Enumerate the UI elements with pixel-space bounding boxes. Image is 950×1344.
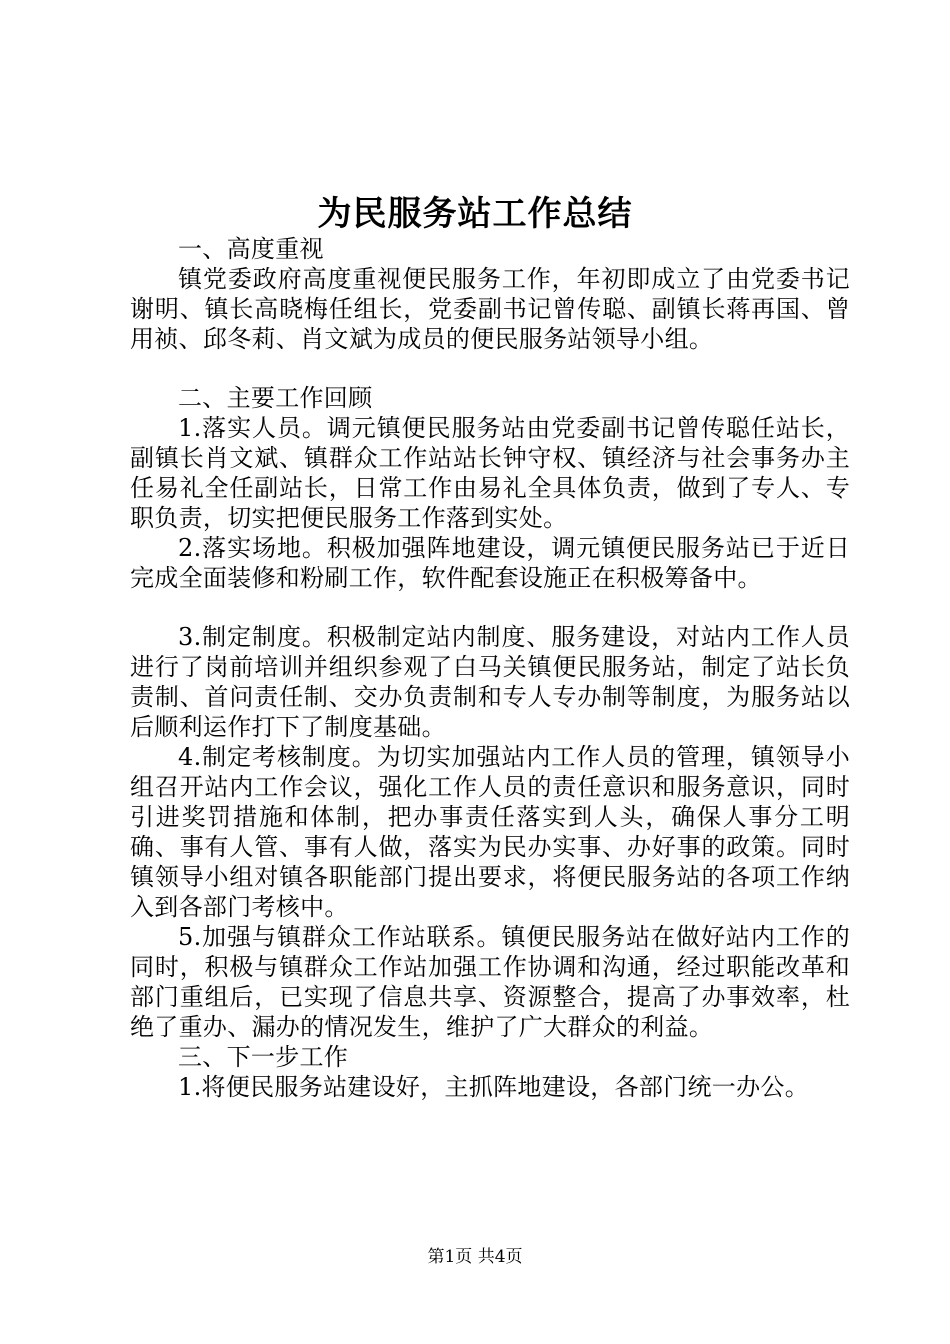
paragraph-next-step: 1.将便民服务站建设好，主抓阵地建设，各部门统一办公。 xyxy=(178,1073,809,1101)
document-body xyxy=(130,234,850,1102)
paragraph-rules: 3.制定制度。积极制定站内制度、服务建设，对站内工作人员进行了岗前培训并组织参观了白马关镇便民服务站，制定了站长负责制、首问责任制、交办负责制和专人专办制等制度，为服务站以后顺利运作打下了制度基础。 xyxy=(130,623,850,741)
page-title: 为民服务站工作总结 xyxy=(317,194,633,234)
paragraph-staffing: 1.落实人员。调元镇便民服务站由党委副书记曾传聪任站长，副镇长肖文斌、镇群众工作站站长钟守权、镇经济与社会事务办主任易礼全任副站长，日常工作由易礼全具体负责，做到了专人、专职负责，切实把便民服务工作落到实处。 xyxy=(130,414,850,532)
paragraph-liaison: 5.加强与镇群众工作站联系。镇便民服务站在做好站内工作的同时，积极与镇群众工作站加强工作协调和沟通，经过职能改革和部门重组后，已实现了信息共享、资源整合，提高了办事效率，杜绝了重办、漏办的情况发生，维护了广大群众的利益。 xyxy=(130,923,850,1041)
page-number: 第1页 共4页 xyxy=(427,1247,523,1267)
section-heading-3: 三、下一步工作 xyxy=(178,1043,349,1071)
paragraph-leadership: 镇党委政府高度重视便民服务工作，年初即成立了由党委书记谢明、镇长高晓梅任组长，党委副书记曾传聪、副镇长蒋再国、曾用祯、邱冬莉、肖文斌为成员的便民服务站领导小组。 xyxy=(130,265,850,353)
paragraph-venue: 2.落实场地。积极加强阵地建设，调元镇便民服务站已于近日完成全面装修和粉刷工作，软件配套设施正在积极筹备中。 xyxy=(130,534,850,592)
section-heading-2: 二、主要工作回顾 xyxy=(178,384,373,412)
section-heading-1: 一、高度重视 xyxy=(178,235,324,263)
paragraph-assessment: 4.制定考核制度。为切实加强站内工作人员的管理，镇领导小组召开站内工作会议，强化工作人员的责任意识和服务意识，同时引进奖罚措施和体制，把办事责任落实到人头，确保人事分工明确、事有人管、事有人做，落实为民办实事、办好事的政策。同时镇领导小组对镇各职能部门提出要求，将便民服务站的各项工作纳入到各部门考核中。 xyxy=(130,743,850,921)
